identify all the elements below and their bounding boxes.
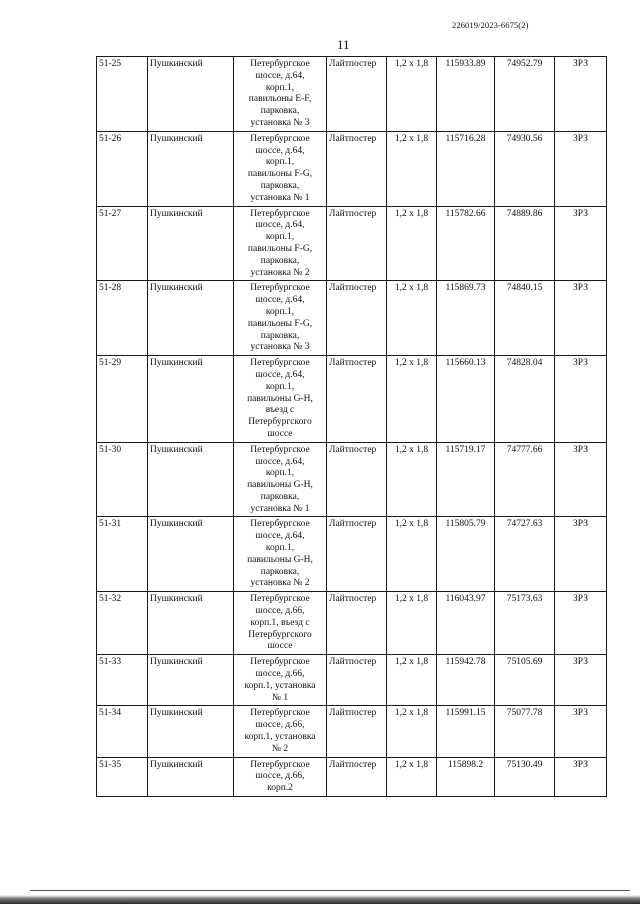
address-cell (234, 281, 327, 356)
table-row (97, 442, 607, 517)
coordinate-y-cell: 74889.86 (495, 206, 555, 281)
coordinate-x-cell: 115933.89 (437, 57, 495, 132)
address-line: корп.2 (267, 783, 293, 794)
address-line: Петербургское (250, 519, 310, 530)
address-line: № 1 (271, 692, 289, 703)
size-cell: 1,2 x 1,8 (387, 757, 437, 796)
address-line: Петербургское (250, 708, 310, 719)
zone-cell: ЗРЗ (555, 757, 607, 796)
size-cell: 1,2 x 1,8 (387, 592, 437, 655)
row-number-cell: 51-26 (97, 131, 148, 206)
row-number-cell: 51-35 (97, 757, 148, 796)
address-line: Петербургское (250, 133, 310, 144)
zone-cell: ЗРЗ (555, 655, 607, 706)
district-cell: Пушкинский (148, 517, 234, 592)
address-line: шоссе, д.66, (255, 720, 305, 731)
district-cell: Пушкинский (148, 442, 234, 517)
structure-type-cell: Лайтпостер (327, 356, 387, 443)
structure-type-cell: Лайтпостер (327, 592, 387, 655)
address-line: парковка, (260, 330, 300, 341)
row-number-cell: 51-33 (97, 655, 148, 706)
address-line: шоссе, д.64, (255, 145, 305, 156)
address-line: шоссе (267, 428, 293, 439)
address-cell (234, 706, 327, 757)
structure-type-cell: Лайтпостер (327, 206, 387, 281)
district-cell: Пушкинский (148, 655, 234, 706)
address-line: Петербургское (250, 59, 310, 69)
address-line: павильоны G-H, (247, 554, 313, 565)
table-row (97, 757, 607, 796)
address-line: павильоны F-G, (247, 318, 313, 329)
row-number-cell: 51-27 (97, 206, 148, 281)
coordinate-x-cell: 115991.15 (437, 706, 495, 757)
address-line: корп.1, въезд с (250, 617, 310, 628)
address-line: Петербургское (250, 358, 310, 369)
address-line: въезд с (265, 405, 295, 416)
size-cell: 1,2 x 1,8 (387, 206, 437, 281)
address-cell (234, 592, 327, 655)
district-cell: Пушкинский (148, 131, 234, 206)
address-line: парковка, (260, 180, 300, 191)
address-line: установка № 2 (250, 578, 310, 589)
table-row (97, 131, 607, 206)
address-line: корп.1, установка (244, 680, 316, 691)
coordinate-x-cell: 115660.13 (437, 356, 495, 443)
coordinate-x-cell: 115782.66 (437, 206, 495, 281)
address-line: павильоны E-F, (248, 94, 312, 105)
table-row (97, 655, 607, 706)
address-cell (234, 517, 327, 592)
coordinate-x-cell: 115716.28 (437, 131, 495, 206)
address-line: Петербургское (250, 444, 310, 455)
address-line: корп.1, (265, 468, 295, 479)
coordinate-y-cell: 75173.63 (495, 592, 555, 655)
size-cell: 1,2 x 1,8 (387, 517, 437, 592)
table-row (97, 206, 607, 281)
zone-cell: ЗРЗ (555, 206, 607, 281)
size-cell: 1,2 x 1,8 (387, 57, 437, 132)
address-cell (234, 131, 327, 206)
row-number-cell: 51-31 (97, 517, 148, 592)
address-line: шоссе, д.66, (255, 771, 305, 782)
size-cell: 1,2 x 1,8 (387, 442, 437, 517)
address-line: парковка, (260, 566, 300, 577)
structure-type-cell: Лайтпостер (327, 757, 387, 796)
address-line: павильоны G-H, (247, 393, 313, 404)
address-line: корп.1, (265, 381, 295, 392)
district-cell: Пушкинский (148, 57, 234, 132)
zone-cell: ЗРЗ (555, 356, 607, 443)
coordinate-x-cell: 116043.97 (437, 592, 495, 655)
address-line: павильоны F-G, (247, 243, 313, 254)
coordinate-y-cell: 74727.63 (495, 517, 555, 592)
address-line: павильоны G-H, (247, 480, 313, 491)
coordinate-x-cell: 115898.2 (437, 757, 495, 796)
address-line: Петербургское (250, 657, 310, 668)
table-row (97, 57, 607, 132)
coordinate-y-cell: 75105.69 (495, 655, 555, 706)
structure-type-cell: Лайтпостер (327, 57, 387, 132)
row-number-cell: 51-28 (97, 281, 148, 356)
address-line: парковка, (260, 255, 300, 266)
district-cell: Пушкинский (148, 706, 234, 757)
address-line: парковка, (260, 491, 300, 502)
size-cell: 1,2 x 1,8 (387, 706, 437, 757)
address-line: шоссе, д.64, (255, 295, 305, 306)
advertising-structures-table (96, 56, 607, 797)
address-line: шоссе, д.64, (255, 369, 305, 380)
address-line: корп.1, (265, 232, 295, 243)
row-number-cell: 51-32 (97, 592, 148, 655)
address-line: шоссе, д.66, (255, 606, 305, 617)
coordinate-y-cell: 74840.15 (495, 281, 555, 356)
district-cell: Пушкинский (148, 356, 234, 443)
structure-type-cell: Лайтпостер (327, 131, 387, 206)
address-line: шоссе, д.64, (255, 456, 305, 467)
coordinate-y-cell: 74930.56 (495, 131, 555, 206)
district-cell: Пушкинский (148, 281, 234, 356)
coordinate-x-cell: 115869.73 (437, 281, 495, 356)
address-line: установка № 1 (250, 503, 310, 514)
address-line: шоссе, д.64, (255, 70, 305, 81)
address-line: Петербургское (250, 759, 310, 770)
district-cell: Пушкинский (148, 206, 234, 281)
size-cell: 1,2 x 1,8 (387, 655, 437, 706)
coordinate-y-cell: 74952.79 (495, 57, 555, 132)
table-row (97, 281, 607, 356)
size-cell: 1,2 x 1,8 (387, 131, 437, 206)
table-body (97, 57, 607, 797)
zone-cell: ЗРЗ (555, 517, 607, 592)
zone-cell: ЗРЗ (555, 706, 607, 757)
coordinate-x-cell: 115942.78 (437, 655, 495, 706)
address-line: Петербургское (250, 283, 310, 294)
page-number: 11 (337, 37, 350, 52)
coordinate-y-cell: 74828.04 (495, 356, 555, 443)
address-line: Петербургское (250, 594, 310, 605)
address-line: Петербургского (248, 417, 312, 428)
table-row (97, 356, 607, 443)
address-line: корп.1, установка (244, 732, 316, 743)
structure-type-cell: Лайтпостер (327, 517, 387, 592)
row-number-cell: 51-34 (97, 706, 148, 757)
address-cell (234, 206, 327, 281)
size-cell: 1,2 x 1,8 (387, 281, 437, 356)
structure-type-cell: Лайтпостер (327, 442, 387, 517)
structure-type-cell: Лайтпостер (327, 706, 387, 757)
address-line: шоссе, д.66, (255, 669, 305, 680)
scan-bottom-shadow (0, 895, 640, 904)
zone-cell: ЗРЗ (555, 281, 607, 356)
row-number-cell: 51-25 (97, 57, 148, 132)
address-cell (234, 356, 327, 443)
address-line: шоссе, д.64, (255, 220, 305, 231)
row-number-cell: 51-29 (97, 356, 148, 443)
coordinate-y-cell: 75077.78 (495, 706, 555, 757)
zone-cell: ЗРЗ (555, 442, 607, 517)
zone-cell: ЗРЗ (555, 131, 607, 206)
scan-edge-line (30, 890, 630, 891)
address-line: установка № 3 (250, 342, 310, 353)
structure-type-cell: Лайтпостер (327, 655, 387, 706)
district-cell: Пушкинский (148, 757, 234, 796)
row-number-cell: 51-30 (97, 442, 148, 517)
address-line: шоссе, д.64, (255, 531, 305, 542)
address-line: корп.1, (265, 157, 295, 168)
table-row (97, 592, 607, 655)
address-line: установка № 1 (250, 192, 310, 203)
address-line: корп.1, (265, 306, 295, 317)
coordinate-y-cell: 75130.49 (495, 757, 555, 796)
table-row (97, 517, 607, 592)
zone-cell: ЗРЗ (555, 592, 607, 655)
address-line: корп.1, (265, 543, 295, 554)
address-cell (234, 57, 327, 132)
address-line: установка № 2 (250, 267, 310, 278)
address-line: Петербургское (250, 208, 310, 219)
zone-cell: ЗРЗ (555, 57, 607, 132)
address-cell (234, 442, 327, 517)
table-row (97, 706, 607, 757)
coordinate-x-cell: 115719.17 (437, 442, 495, 517)
address-cell (234, 655, 327, 706)
address-line: парковка, (260, 106, 300, 117)
address-line: шоссе (267, 641, 293, 652)
coordinate-x-cell: 115805.79 (437, 517, 495, 592)
size-cell: 1,2 x 1,8 (387, 356, 437, 443)
district-cell: Пушкинский (148, 592, 234, 655)
address-line: № 2 (271, 743, 289, 754)
address-line: Петербургского (248, 629, 312, 640)
address-line: установка № 3 (250, 117, 310, 128)
address-line: павильоны F-G, (247, 169, 313, 180)
address-line: корп.1, (265, 82, 295, 93)
coordinate-y-cell: 74777.66 (495, 442, 555, 517)
document-registration-number: 226019/2023-6675(2) (452, 20, 529, 30)
address-cell (234, 757, 327, 796)
structure-type-cell: Лайтпостер (327, 281, 387, 356)
